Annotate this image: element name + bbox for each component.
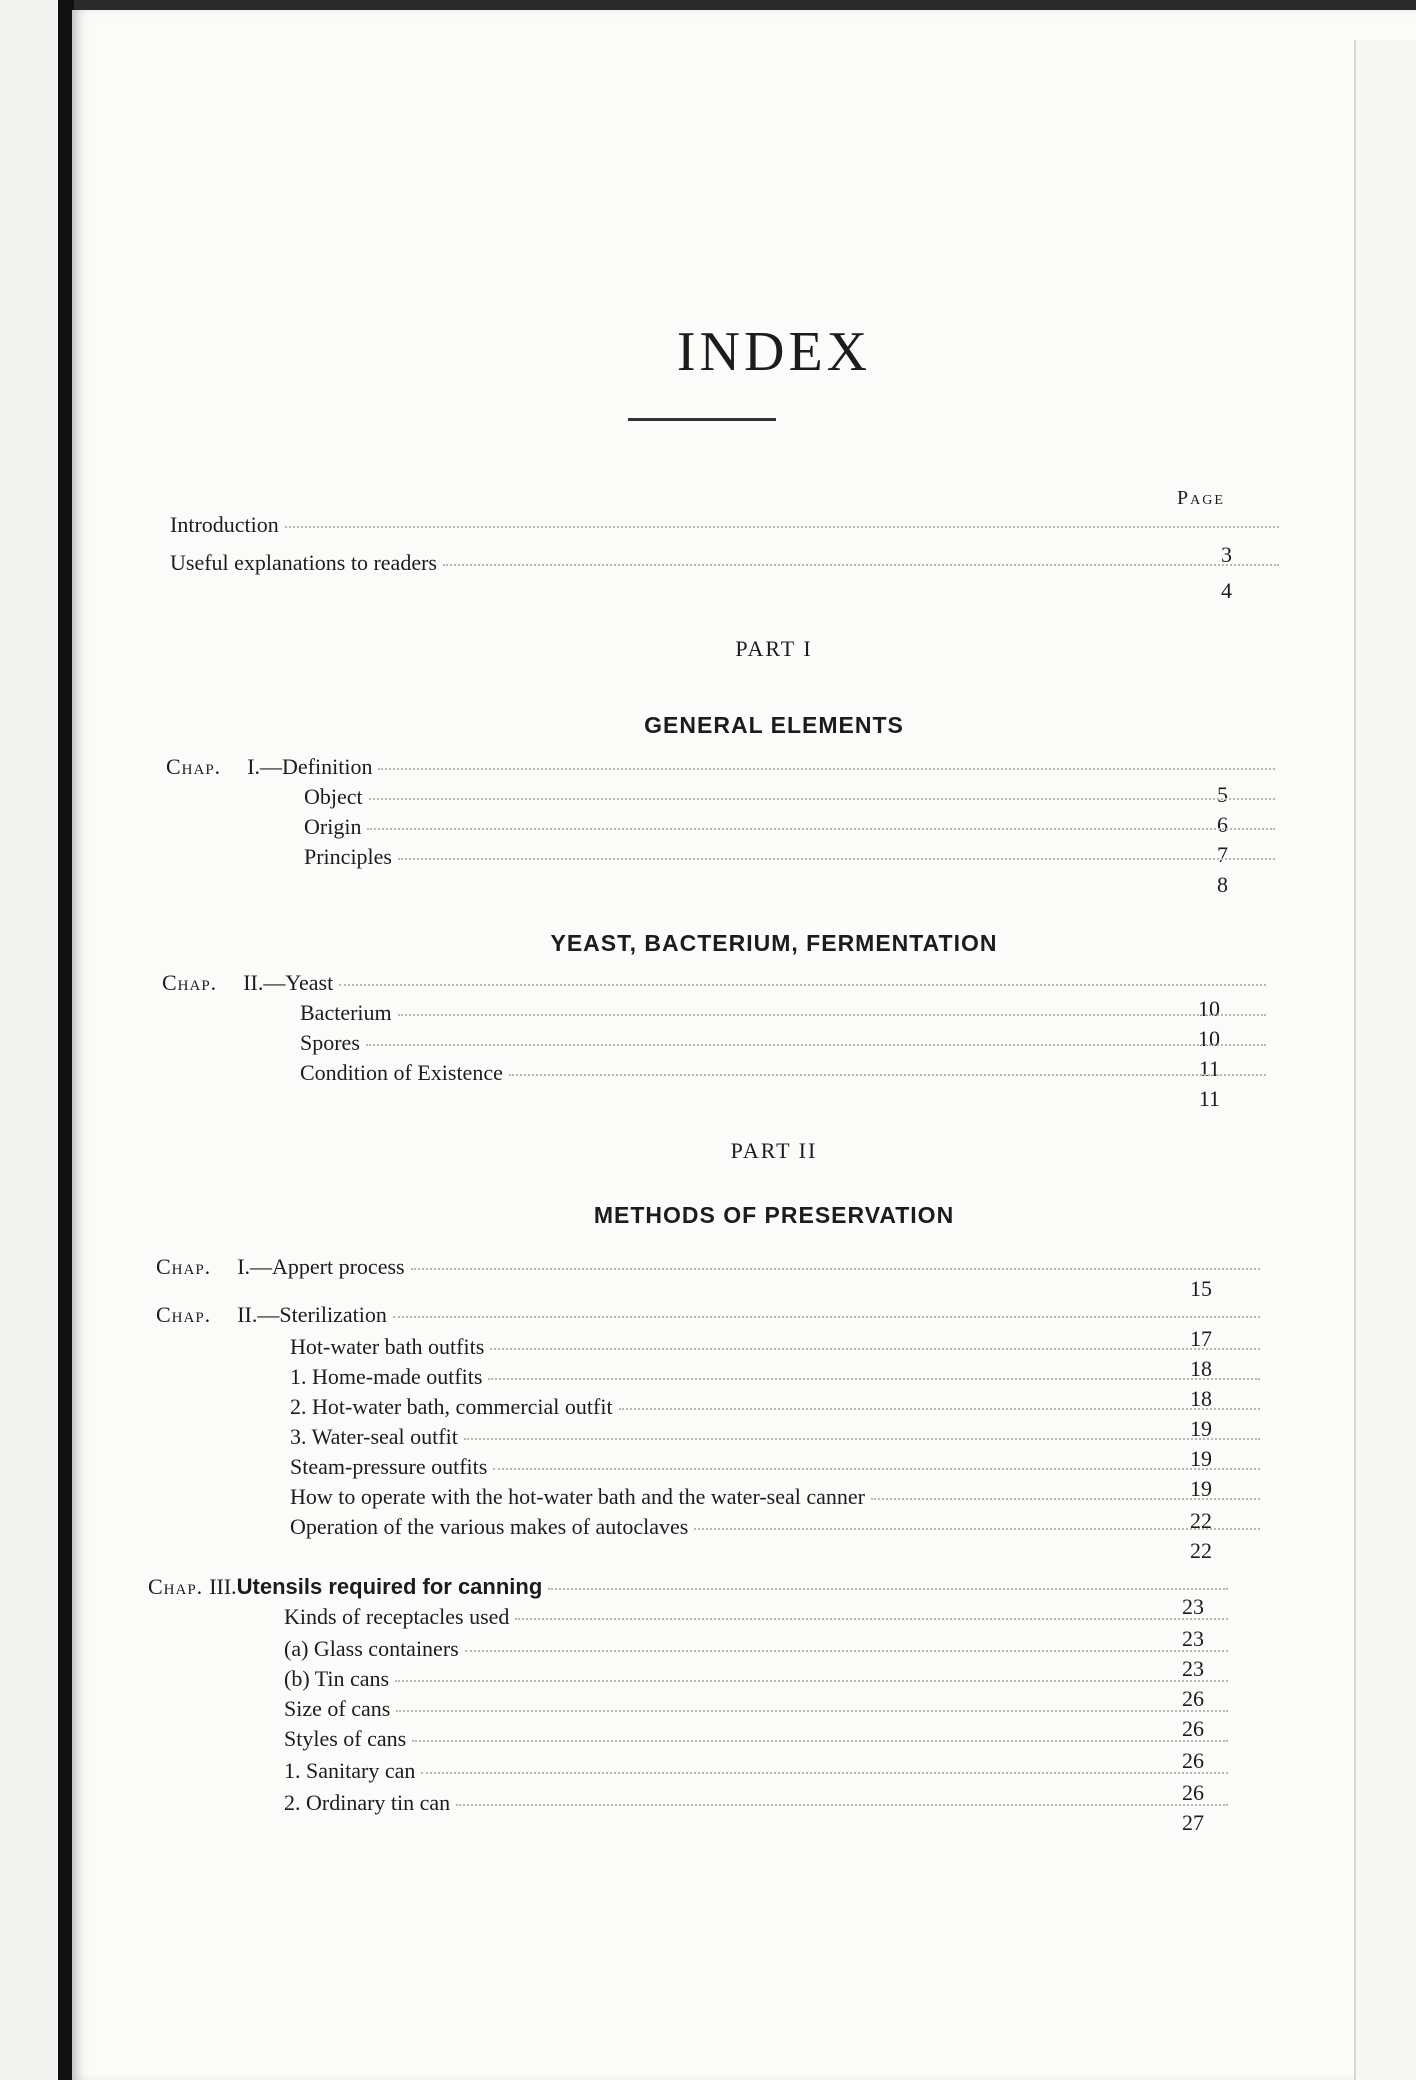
index-entry — [300, 1060, 1272, 1088]
index-entry — [300, 1030, 1272, 1058]
chapter-label: Chap. — [166, 754, 222, 779]
entry-text: Hot-water bath outfits — [290, 1334, 485, 1359]
index-entry — [284, 1726, 1234, 1754]
chapter-number: I. — [237, 1254, 251, 1279]
section-heading: YEAST, BACTERIUM, FERMENTATION — [550, 930, 998, 956]
chapter-number: II. — [243, 970, 264, 995]
index-content — [72, 0, 1416, 2070]
entry-text: Spores — [300, 1030, 360, 1055]
chapter-label: Chap. — [156, 1254, 212, 1279]
entry-text: 2. Hot-water bath, commercial outfit — [290, 1394, 613, 1419]
entry-page: 11 — [1198, 1086, 1220, 1111]
chapter-entry — [156, 1254, 1266, 1282]
entry-text: 2. Ordinary tin can — [284, 1790, 451, 1815]
entry-page: 23 — [1182, 1626, 1204, 1651]
chapter-title: Utensils required for canning — [236, 1574, 543, 1599]
entry-text: Steam-pressure outfits — [290, 1454, 488, 1479]
section-heading: GENERAL ELEMENTS — [644, 712, 904, 738]
index-entry — [170, 512, 1285, 540]
index-entry — [304, 814, 1281, 842]
chapter-label: Chap. — [162, 970, 218, 995]
entry-text: Useful explanations to readers — [170, 550, 437, 575]
entry-text: Object — [304, 784, 363, 809]
entry-page: 27 — [1182, 1810, 1204, 1835]
index-entry — [284, 1696, 1234, 1724]
entry-page: 23 — [1182, 1594, 1204, 1619]
index-entry — [290, 1364, 1266, 1392]
index-entry — [290, 1454, 1266, 1482]
chapter-entry — [162, 970, 1272, 998]
entry-page: 18 — [1190, 1386, 1212, 1411]
entry-page: 22 — [1190, 1538, 1212, 1563]
index-entry — [290, 1424, 1266, 1452]
index-entry — [290, 1514, 1266, 1542]
entry-page: 26 — [1182, 1748, 1204, 1773]
entry-text: Origin — [304, 814, 362, 839]
entry-page: 19 — [1190, 1416, 1212, 1441]
part-label: PART II — [730, 1138, 818, 1163]
entry-text: 3. Water-seal outfit — [290, 1424, 458, 1449]
entry-text: Styles of cans — [284, 1726, 407, 1751]
page-column-heading: Page — [1177, 487, 1225, 509]
chapter-label: Chap. — [148, 1574, 204, 1599]
entry-page: 19 — [1190, 1476, 1212, 1501]
entry-page: 26 — [1182, 1686, 1204, 1711]
chapter-label: Chap. — [156, 1302, 212, 1327]
index-entry — [304, 784, 1281, 812]
index-entry — [284, 1790, 1234, 1818]
section-heading: METHODS OF PRESERVATION — [593, 1202, 955, 1228]
chapter-number: I. — [247, 754, 261, 779]
index-entry — [284, 1666, 1234, 1694]
entry-text: How to operate with the hot-water bath and the water-seal canner — [290, 1484, 865, 1509]
chapter-title: —Yeast — [263, 970, 334, 995]
entry-text: 1. Sanitary can — [284, 1758, 416, 1783]
index-entry — [284, 1636, 1234, 1664]
entry-page: 8 — [1217, 872, 1228, 897]
chapter-entry — [148, 1574, 1234, 1602]
chapter-number: II. — [237, 1302, 258, 1327]
entry-page: 6 — [1217, 812, 1228, 837]
entry-page: 18 — [1190, 1356, 1212, 1381]
entry-page: 4 — [1221, 578, 1232, 603]
chapter-number: III. — [209, 1574, 237, 1599]
entry-page: 3 — [1221, 542, 1232, 567]
entry-page: 15 — [1190, 1276, 1212, 1301]
entry-text: (b) Tin cans — [284, 1666, 390, 1691]
page-title: INDEX — [676, 321, 872, 383]
entry-text: 1. Home-made outfits — [290, 1364, 483, 1389]
chapter-title: —Sterilization — [257, 1302, 387, 1327]
entry-text: Kinds of receptacles used — [284, 1604, 510, 1629]
entry-page: 11 — [1198, 1056, 1220, 1081]
entry-text: Introduction — [170, 512, 279, 537]
index-entry — [290, 1334, 1266, 1362]
entry-text: Principles — [304, 844, 392, 869]
entry-page: 26 — [1182, 1780, 1204, 1805]
title-rule — [628, 418, 776, 421]
entry-text: Condition of Existence — [300, 1060, 503, 1085]
chapter-title: —Appert process — [250, 1254, 405, 1279]
entry-page: 26 — [1182, 1716, 1204, 1741]
entry-page: 17 — [1190, 1326, 1212, 1351]
entry-text: Operation of the various makes of autoclaves — [290, 1514, 689, 1539]
entry-page: 10 — [1198, 996, 1220, 1021]
entry-page: 5 — [1217, 782, 1228, 807]
index-entry — [284, 1604, 1234, 1632]
entry-page: 7 — [1217, 842, 1228, 867]
chapter-entry — [156, 1302, 1266, 1330]
entry-page: 23 — [1182, 1656, 1204, 1681]
part-label: PART I — [735, 636, 813, 661]
chapter-entry — [166, 754, 1281, 782]
index-entry — [284, 1758, 1234, 1786]
entry-page: 10 — [1198, 1026, 1220, 1051]
scan-left-margin — [0, 0, 62, 2080]
index-entry — [300, 1000, 1272, 1028]
entry-text: (a) Glass containers — [284, 1636, 459, 1661]
index-entry — [290, 1394, 1266, 1422]
entry-text: Size of cans — [284, 1696, 391, 1721]
entry-page: 22 — [1190, 1508, 1212, 1533]
index-entry — [290, 1484, 1266, 1512]
chapter-title: —Definition — [260, 754, 373, 779]
entry-page: 19 — [1190, 1446, 1212, 1471]
index-entry — [304, 844, 1281, 872]
entry-text: Bacterium — [300, 1000, 392, 1025]
index-entry — [170, 550, 1285, 578]
